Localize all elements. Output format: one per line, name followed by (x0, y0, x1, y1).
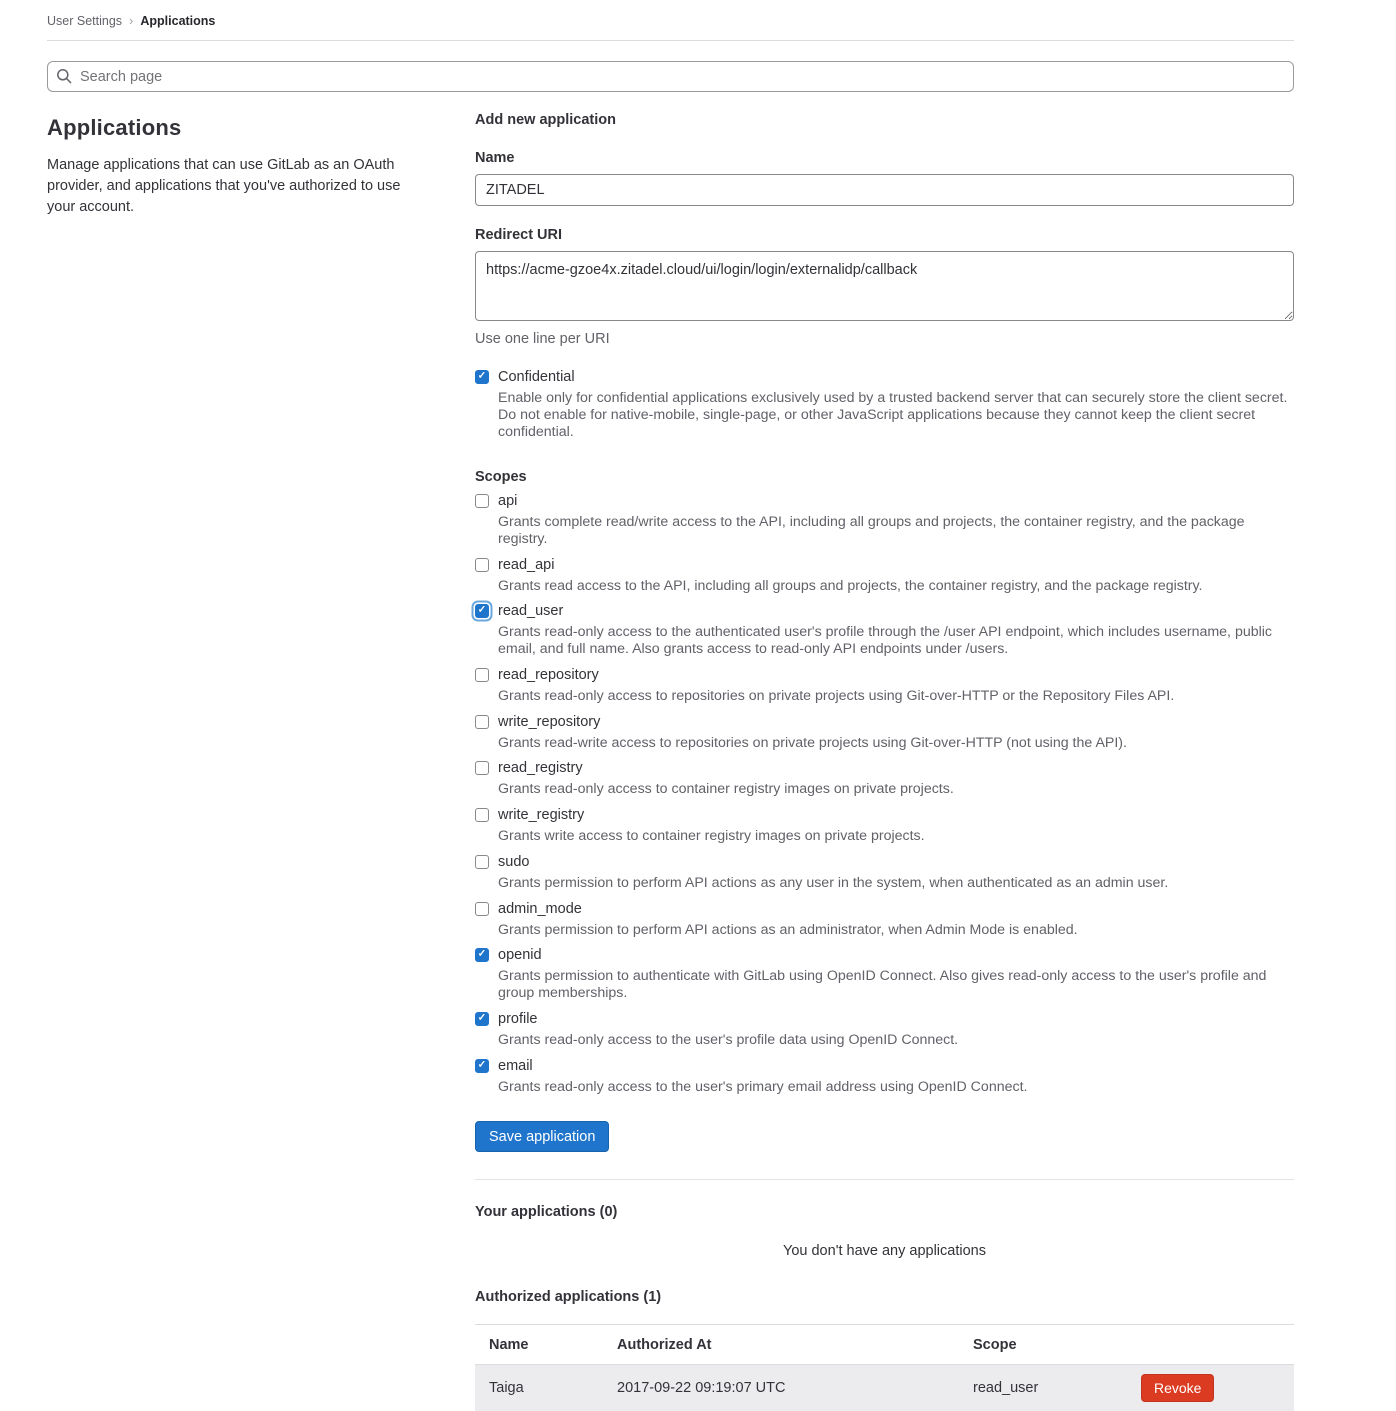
scope-item-email (475, 1058, 1294, 1096)
redirect-uri-label: Redirect URI (475, 227, 563, 243)
table-header-name: Name (489, 1336, 529, 1353)
table-cell-scope: read_user (973, 1380, 1039, 1397)
breadcrumb (47, 13, 1294, 28)
scope-label-read_api: read_api (498, 556, 555, 573)
search-icon (56, 68, 72, 84)
scope-row-write_repository (475, 714, 1294, 730)
scope-checkbox-admin_mode[interactable] (475, 902, 489, 916)
scope-label-read_registry: read_registry (498, 760, 583, 777)
scope-description-write_repository: Grants read-write access to repositories on private projects using Git-over-HTTP (not using the API). (498, 734, 1127, 751)
scope-label-write_repository: write_repository (498, 713, 601, 730)
scope-item-read_repository (475, 667, 1294, 705)
table-cell-action (1141, 1374, 1280, 1402)
name-label: Name (475, 150, 515, 166)
scope-label-email: email (498, 1057, 533, 1074)
revoke-button[interactable]: Revoke (1141, 1374, 1214, 1402)
scope-label-sudo: sudo (498, 853, 530, 870)
confidential-label: Confidential (498, 369, 575, 385)
scope-description-email: Grants read-only access to the user's primary email address using OpenID Connect. (498, 1078, 1028, 1095)
applications-settings-page (47, 0, 1294, 1411)
scope-checkbox-read_user[interactable] (475, 604, 489, 618)
scope-item-read_registry (475, 760, 1294, 798)
scope-item-read_user (475, 603, 1294, 658)
scope-item-openid (475, 947, 1294, 1002)
scope-description-sudo: Grants permission to perform API actions as any user in the system, when authenticated as an admin user. (498, 874, 1169, 891)
scope-checkbox-read_registry[interactable] (475, 761, 489, 775)
table-cell-name: Taiga (489, 1380, 524, 1397)
scope-description-read_user: Grants read-only access to the authenticated user's profile through the /user API endpoint, which includes username, public email, and full name. Also grants access to read-only API endpoints under /users. (498, 624, 1273, 658)
scope-label-openid: openid (498, 947, 542, 964)
scope-item-write_registry (475, 807, 1294, 845)
search-input[interactable] (47, 61, 1294, 92)
scope-checkbox-email[interactable] (475, 1059, 489, 1073)
scope-row-profile (475, 1011, 1294, 1027)
applications-form-area (475, 112, 1294, 1411)
scope-description-openid: Grants permission to authenticate with GitLab using OpenID Connect. Also gives read-only access to the user's profile and group memberships. (498, 968, 1267, 1002)
scope-item-read_api (475, 557, 1294, 595)
scope-checkbox-write_repository[interactable] (475, 715, 489, 729)
breadcrumb-current-applications: Applications (140, 13, 216, 28)
scope-checkbox-api[interactable] (475, 494, 489, 508)
scope-row-write_registry (475, 807, 1294, 823)
scope-checkbox-read_repository[interactable] (475, 668, 489, 682)
scopes-list (475, 493, 1294, 1095)
table-header-authorized-at: Authorized At (617, 1336, 712, 1353)
confidential-description: Enable only for confidential applications exclusively used by a trusted backend server that can securely store the client secret. Do not enable for native-mobile, single-page, or other JavaScript applications because they cannot keep the client secret confidential. (498, 390, 1288, 441)
save-application-button[interactable]: Save application (475, 1121, 609, 1152)
redirect-uri-hint: Use one line per URI (475, 331, 610, 347)
scope-item-api (475, 493, 1294, 548)
scope-label-write_registry: write_registry (498, 807, 585, 824)
scope-description-profile: Grants read-only access to the user's profile data using OpenID Connect. (498, 1031, 959, 1048)
table-header-row (475, 1325, 1294, 1365)
page-title: Applications (47, 115, 182, 140)
scopes-label: Scopes (475, 469, 527, 486)
scope-description-write_registry: Grants write access to container registry images on private projects. (498, 828, 925, 845)
scope-item-profile (475, 1011, 1294, 1049)
scope-label-profile: profile (498, 1010, 538, 1027)
add-application-heading: Add new application (475, 112, 616, 128)
scope-row-read_registry (475, 760, 1294, 776)
scope-row-email (475, 1058, 1294, 1074)
scope-checkbox-write_registry[interactable] (475, 808, 489, 822)
your-applications-empty-message: You don't have any applications (783, 1243, 986, 1260)
scope-checkbox-read_api[interactable] (475, 558, 489, 572)
section-intro (47, 112, 430, 1411)
table-cell-authorized_at: 2017-09-22 09:19:07 UTC (617, 1380, 786, 1397)
scope-row-sudo (475, 854, 1294, 870)
redirect-uri-textarea[interactable] (475, 251, 1294, 321)
scope-label-admin_mode: admin_mode (498, 900, 582, 917)
header-divider (47, 40, 1294, 41)
page-description: Manage applications that can use GitLab as an OAuth provider, and applications that you've authorized to use your account. (47, 157, 401, 216)
scope-item-write_repository (475, 714, 1294, 752)
scope-description-admin_mode: Grants permission to perform API actions as an administrator, when Admin Mode is enabled. (498, 921, 1078, 938)
scope-label-read_repository: read_repository (498, 666, 599, 683)
your-applications-heading: Your applications (0) (475, 1204, 618, 1221)
scope-row-read_api (475, 557, 1294, 573)
scope-description-read_api: Grants read access to the API, including all groups and projects, the container registry, and the package registry. (498, 577, 1203, 594)
application-name-input[interactable] (475, 174, 1294, 206)
confidential-row (475, 369, 1294, 385)
scope-checkbox-profile[interactable] (475, 1012, 489, 1026)
breadcrumb-chevron-icon: › (129, 13, 134, 28)
scope-checkbox-openid[interactable] (475, 948, 489, 962)
authorized-applications-table (475, 1324, 1294, 1411)
scopes-field-group (475, 469, 1294, 1095)
section-divider (475, 1179, 1294, 1180)
redirect-uri-field-group (475, 227, 1294, 347)
scope-checkbox-sudo[interactable] (475, 855, 489, 869)
breadcrumb-user-settings[interactable]: User Settings (47, 13, 123, 28)
scope-description-read_registry: Grants read-only access to container registry images on private projects. (498, 781, 954, 798)
scope-row-read_user (475, 603, 1294, 619)
scope-row-admin_mode (475, 901, 1294, 917)
table-header-scope: Scope (973, 1336, 1017, 1353)
scope-row-read_repository (475, 667, 1294, 683)
authorized-applications-heading: Authorized applications (1) (475, 1289, 662, 1306)
content-columns (47, 112, 1294, 1411)
confidential-checkbox[interactable] (475, 370, 489, 384)
scope-row-api (475, 493, 1294, 509)
scope-description-read_repository: Grants read-only access to repositories on private projects using Git-over-HTTP or the Repository Files API. (498, 687, 1175, 704)
name-field-group (475, 150, 1294, 206)
scope-label-read_user: read_user (498, 603, 564, 620)
confidential-field-group (475, 369, 1294, 441)
scope-item-sudo (475, 854, 1294, 892)
scope-row-openid (475, 947, 1294, 963)
scope-item-admin_mode (475, 901, 1294, 939)
scope-label-api: api (498, 493, 518, 510)
table-row (475, 1365, 1294, 1411)
search-box (47, 61, 1294, 92)
scope-description-api: Grants complete read/write access to the API, including all groups and projects, the container registry, and the package registry. (498, 514, 1245, 547)
